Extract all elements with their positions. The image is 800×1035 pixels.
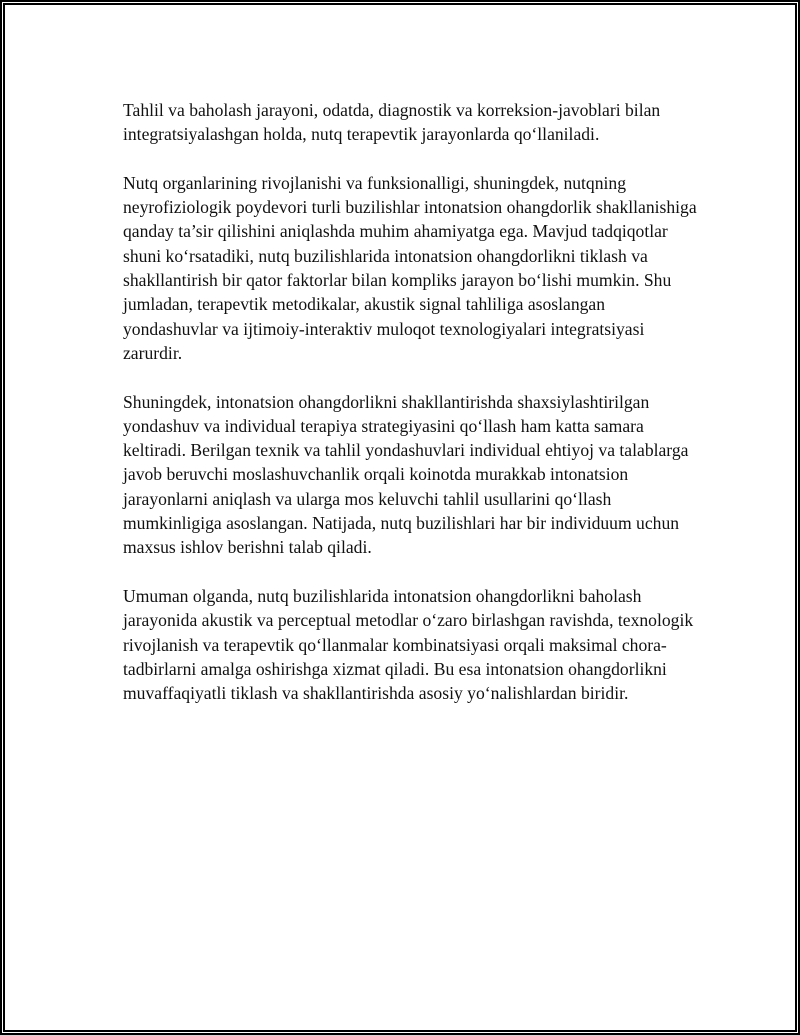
paragraph-3: Shuningdek, intonatsion ohangdorlikni shakllantirishda shaxsiylashtirilgan yondashuv va individual terapiya strategiyasini qo‘llash ham katta samara keltiradi. Berilgan texnik va tahlil yondashuvlari individual ehtiyoj va talablarga javob beruvchi moslashuvchanlik orqali koinotda murakkab intonatsion jarayonlarni aniqlash va ularga mos keluvchi tahlil usullarini qo‘llash mumkinligiga asoslangan. Natijada, nutq buzilishlari har bir individuum uchun maxsus ishlov berishni talab qiladi.	[123, 391, 689, 558]
paragraph-4: Umuman olganda, nutq buzilishlarida intonatsion ohangdorlikni baholash jarayonida akustik va perceptual metodlar o‘zaro birlashgan ravishda, texnologik rivojlanish va terapevtik qo‘llanmalar kombinatsiyasi orqali maksimal chora-tadbirlarni amalga oshirishga xizmat qiladi. Bu esa intonatsion ohangdorlikni muvaffaqiyatli tiklash va shakllantirishda asosiy yo‘nalishlardan biridir.	[123, 585, 694, 704]
paragraph-2: Nutq organlarining rivojlanishi va funksionalligi, shuningdek, nutqning neyrofiziologik poydevori turli buzilishlar intonatsion ohangdorlik shakllanishiga qanday ta’sir qilishini aniqlashda muhim ahamiyatga ega. Mavjud tadqiqotlar shuni ko‘rsatadiki, nutq buzilishlarida intonatsion ohangdorlikni tiklash va shakllantirish bir qator faktorlar bilan kompliks jarayon bo‘lishi mumkin. Shu jumladan, terapevtik metodikalar, akustik signal tahliliga asoslangan yondashuvlar va ijtimoiy-interaktiv muloqot texnologiyalari integratsiyasi zarurdir.	[123, 172, 697, 363]
paragraph-1: Tahlil va baholash jarayoni, odatda, diagnostik va korreksion-javoblari bilan integratsiyalashgan holda, nutq terapevtik jarayonlarda qo‘llaniladi.	[123, 100, 661, 145]
document-body	[123, 98, 703, 730]
